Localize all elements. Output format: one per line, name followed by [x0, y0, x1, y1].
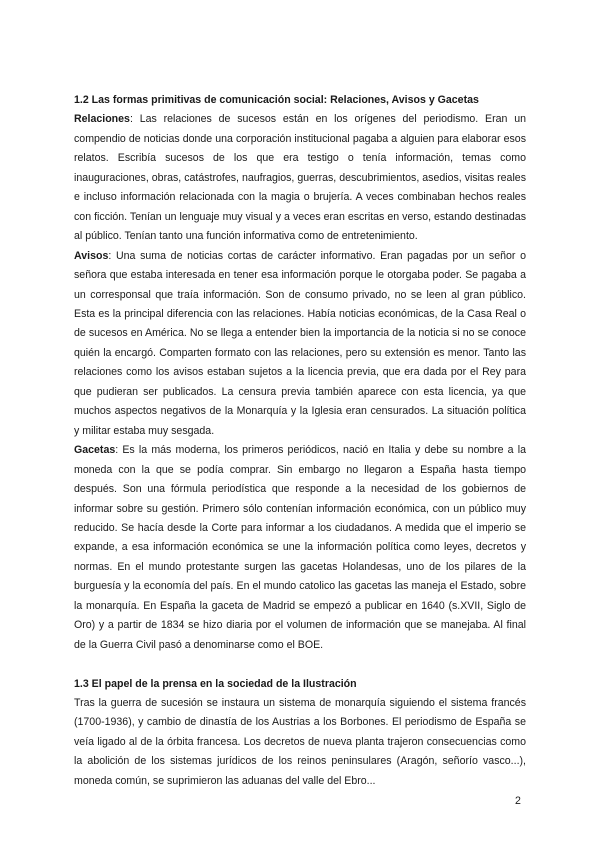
text-relaciones: : Las relaciones de sucesos están en los orígenes del periodismo. Eran un compendio de noticias donde una corporación institucional pagaba a alguien para elaborar esos relatos. Escribía sucesos de los que era testigo o tenía información, temas como inauguraciones, obras, catástrofes, naufragios, guerras, descubrimientos, asedios, visitas reales e incluso información relacionada con la magia o brujería. A veces combinaban hechos reales con ficción. Tenían un lenguaje muy visual y a veces eran escritas en verso, estando destinadas al público. Tenían tanto una función informativa como de entretenimiento. — [74, 113, 526, 243]
term-avisos: Avisos — [74, 249, 109, 262]
text-gacetas: : Es la más moderna, los primeros periódicos, nació en Italia y debe su nombre a la moneda con la que se podía comprar. Sin embargo no llegaron a España hasta tiempo después. Son una fórmula periodística que responde a la necesidad de los gobiernos de informar sobre su gestión. Primero sólo contenían información económica, con un público muy reducido. Se hacía desde la Corte para informar a los ciudadanos. A medida que el imperio se expande, a esa información económica se une la información política como leyes, decretos y normas. En el mundo protestante surgen las gacetas Holandesas, uno de los pilares de la burguesía y la economía del país. En el mundo catolico las gacetas las maneja el Estado, sobre la monarquía. En España la gaceta de Madrid se empezó a publicar en 1640 (s.XVII, Siglo de Oro) y a partir de 1834 se hizo diaria por el volumen de información que se manejaba. Al final de la Guerra Civil pasó a denominarse como el BOE. — [74, 444, 526, 651]
section-heading-1-3: 1.3 El papel de la prensa en la sociedad de la Ilustración — [74, 677, 357, 690]
section-spacer — [74, 655, 526, 674]
paragraph-gacetas — [74, 441, 526, 655]
page-content — [74, 91, 526, 791]
paragraph-relaciones — [74, 110, 526, 246]
term-gacetas: Gacetas — [74, 444, 116, 457]
page-number: 2 — [515, 795, 521, 807]
term-relaciones: Relaciones — [74, 113, 130, 126]
section-heading-1-2: 1.2 Las formas primitivas de comunicación social: Relaciones, Avisos y Gacetas — [74, 94, 479, 106]
paragraph-ilustracion: Tras la guerra de sucesión se instaura un sistema de monarquía siguiendo el sistema francés (1700-1936), y cambio de dinastía de los Austrias a los Borbones. El periodismo de España se veía ligado al de la órbita francesa. Los decretos de nueva planta trajeron consecuencias como la abolición de los sistemas jurídicos de los reinos peninsulares (Aragón, señorío vasco...), moneda común, se suprimieron las aduanas del valle del Ebro... — [74, 697, 526, 787]
text-avisos: : Una suma de noticias cortas de carácter informativo. Eran pagadas por un señor o señora que estaba interesada en tener esa información porque le otorgaba poder. Se pagaba a un corresponsal que traía información. Son de consumo privado, no se leen al gran público. Esta es la principal diferencia con las relaciones. Había noticias económicas, de la Casa Real o de sucesos en América. No se llega a entender bien la importancia de la noticia si no se conoce quién la encargó. Comparten formato con las relaciones, pero su extensión es menor. Tanto las relaciones como los avisos estaban sujetos a la licencia previa, que era dada por el Rey para que pudieran ser publicados. La censura previa también aparece con esta licencia, ya que muchos aspectos negativos de la Monarquía y la Iglesia eran censurados. La situación política y militar estaba muy sesgada. — [74, 249, 526, 437]
paragraph-avisos — [74, 247, 526, 442]
